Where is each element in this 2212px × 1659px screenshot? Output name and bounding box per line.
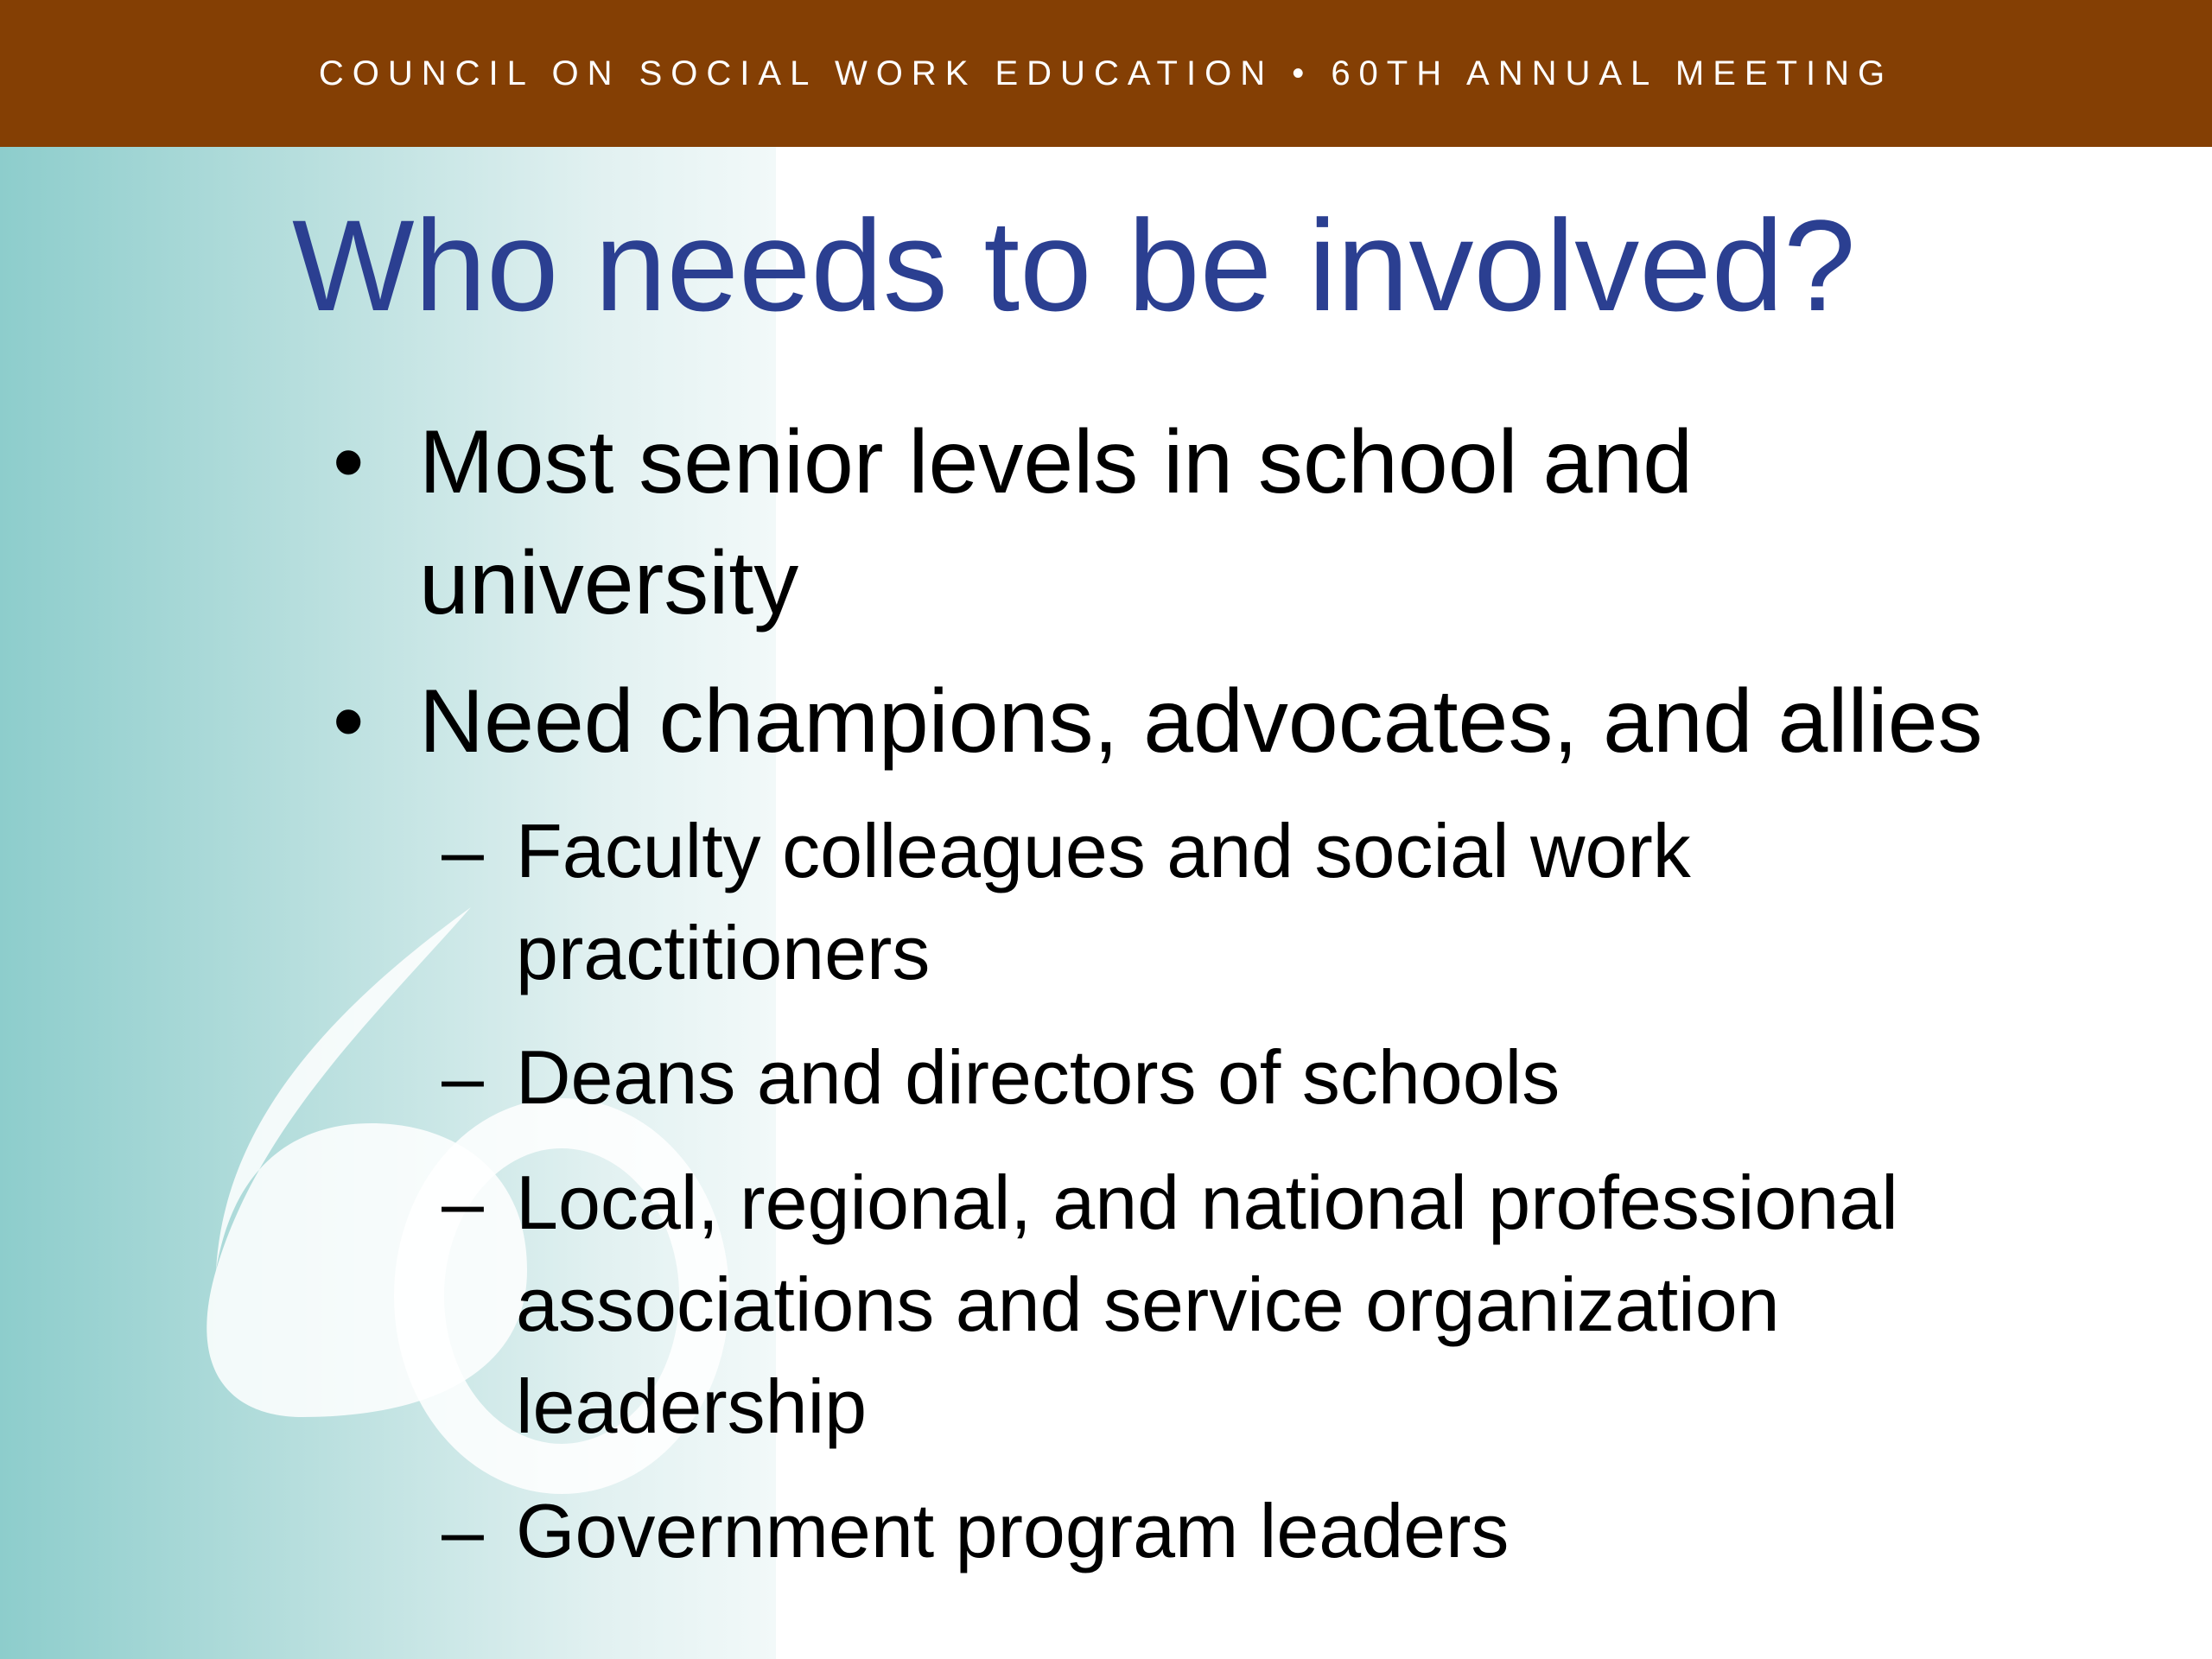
sub-bullet-item: [442, 800, 1691, 902]
sub-bullet-marker: –: [442, 808, 484, 893]
slide-title: Who needs to be involved?: [292, 193, 1856, 338]
sub-bullet-marker: –: [442, 1160, 484, 1245]
sub-bullet-text: Faculty colleagues and social work: [516, 808, 1691, 893]
sub-bullet-marker: –: [442, 1488, 484, 1573]
sub-bullet-text: associations and service organization: [516, 1262, 1780, 1347]
bullet-item: [333, 661, 1983, 782]
header-text: COUNCIL ON SOCIAL WORK EDUCATION • 60TH ANNUAL MEETING: [318, 54, 1894, 92]
bullet-item: [333, 402, 1694, 523]
sub-bullet-text: practitioners: [516, 910, 931, 995]
sub-bullet-text: leadership: [516, 1363, 868, 1449]
sub-bullet-item: [442, 1027, 1560, 1128]
bullet-text: Need champions, advocates, and allies: [419, 671, 1983, 772]
sub-bullet-text: Government program leaders: [516, 1488, 1510, 1573]
sub-bullet-continuation: [516, 1254, 1780, 1356]
sub-bullet-continuation: [516, 902, 930, 1004]
sub-bullet-text: Local, regional, and national professional: [516, 1160, 1898, 1245]
bullet-text: Most senior levels in school and: [419, 412, 1694, 512]
bullet-continuation: [419, 523, 798, 644]
bullet-text: university: [419, 533, 799, 633]
sub-bullet-continuation: [516, 1356, 867, 1458]
sub-bullet-text: Deans and directors of schools: [516, 1034, 1560, 1120]
sub-bullet-item: [442, 1152, 1898, 1254]
bullet-marker: •: [333, 412, 365, 512]
sub-bullet-item: [442, 1480, 1510, 1582]
sub-bullet-marker: –: [442, 1034, 484, 1120]
bullet-marker: •: [333, 671, 365, 772]
